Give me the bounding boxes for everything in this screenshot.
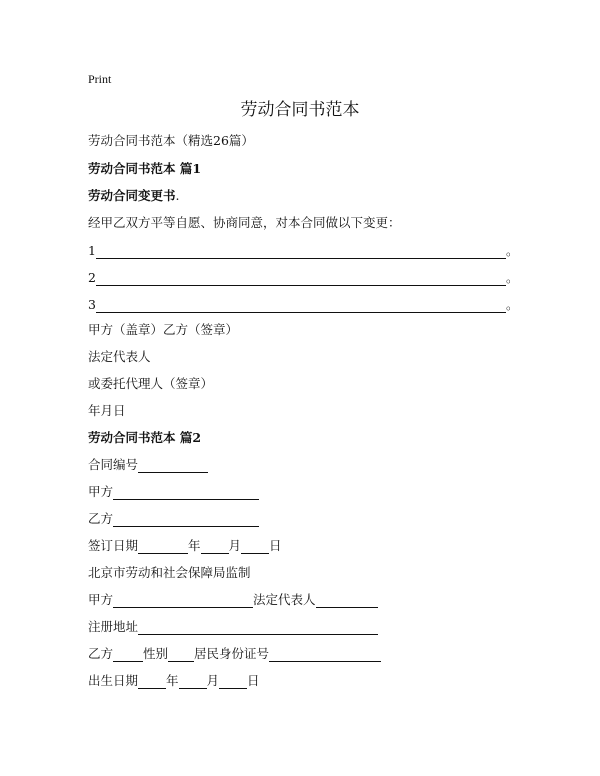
blank-field [269,648,381,662]
birth-date-label: 出生日期 [88,673,139,688]
party-a-line [88,484,259,500]
subtitle: 劳动合同书范本（精选26篇） [88,133,254,148]
party-a-detail-line [88,592,378,608]
party-b-detail-line [88,646,381,662]
birth-date-line [88,673,260,689]
blank-field [138,621,378,635]
blank-field [201,540,229,554]
page-title: 劳动合同书范本 [240,100,360,120]
numbered-line-end: 。 [505,270,519,285]
day-label: 日 [247,673,260,688]
blank-field [113,486,259,500]
numbered-line-end: 。 [505,243,519,258]
change-heading: 劳动合同变更书 [88,188,176,203]
numbered-line-num: 1 [88,243,96,258]
blank-field [219,675,247,689]
signature-line: 甲方（盖章）乙方（签章） [88,322,239,337]
legal-rep-label: 法定代表人 [253,592,316,607]
blank-field [138,675,166,689]
sign-date-label: 签订日期 [88,538,139,553]
section2-heading: 劳动合同书范本 篇2 [88,430,202,445]
section1-heading: 劳动合同书范本 篇1 [88,161,202,176]
blank-field [96,245,506,259]
print-label: Print [88,72,112,86]
party-b-line [88,511,259,527]
address-line [88,619,378,635]
blank-field [241,540,269,554]
blank-field [316,594,378,608]
blank-field [168,648,194,662]
numbered-line-1 [88,243,518,259]
day-label: 日 [269,538,282,553]
party-a-label: 甲方 [88,484,114,499]
blank-field [138,459,208,473]
blank-field [179,675,207,689]
change-heading-tail: . [175,188,180,203]
change-heading-line [88,188,180,204]
address-label: 注册地址 [88,619,139,634]
year-label: 年 [188,538,201,553]
blank-field [138,540,188,554]
month-label: 月 [228,538,242,553]
contract-number-label: 合同编号 [88,457,139,472]
numbered-line-end: 。 [505,297,519,312]
year-label: 年 [166,673,179,688]
blank-field [113,648,143,662]
intro-text: 经甲乙双方平等自愿、协商同意，对本合同做以下变更： [88,215,401,230]
contract-number-line [88,457,208,473]
party-a-label: 甲方 [88,592,114,607]
supervisor-line: 北京市劳动和社会保障局监制 [88,565,251,580]
numbered-line-3 [88,297,518,313]
blank-field [113,594,253,608]
gender-label: 性别 [143,646,169,661]
numbered-line-num: 3 [88,297,96,312]
id-number-label: 居民身份证号 [194,646,270,661]
party-b-label: 乙方 [88,646,114,661]
authorized-agent: 或委托代理人（签章） [88,376,214,391]
legal-representative: 法定代表人 [88,349,151,364]
month-label: 月 [206,673,220,688]
date-line: 年月日 [88,403,126,418]
sign-date-line [88,538,282,554]
blank-field [96,299,506,313]
blank-field [113,513,259,527]
numbered-line-num: 2 [88,270,96,285]
numbered-line-2 [88,270,518,286]
party-b-label: 乙方 [88,511,114,526]
blank-field [96,272,506,286]
